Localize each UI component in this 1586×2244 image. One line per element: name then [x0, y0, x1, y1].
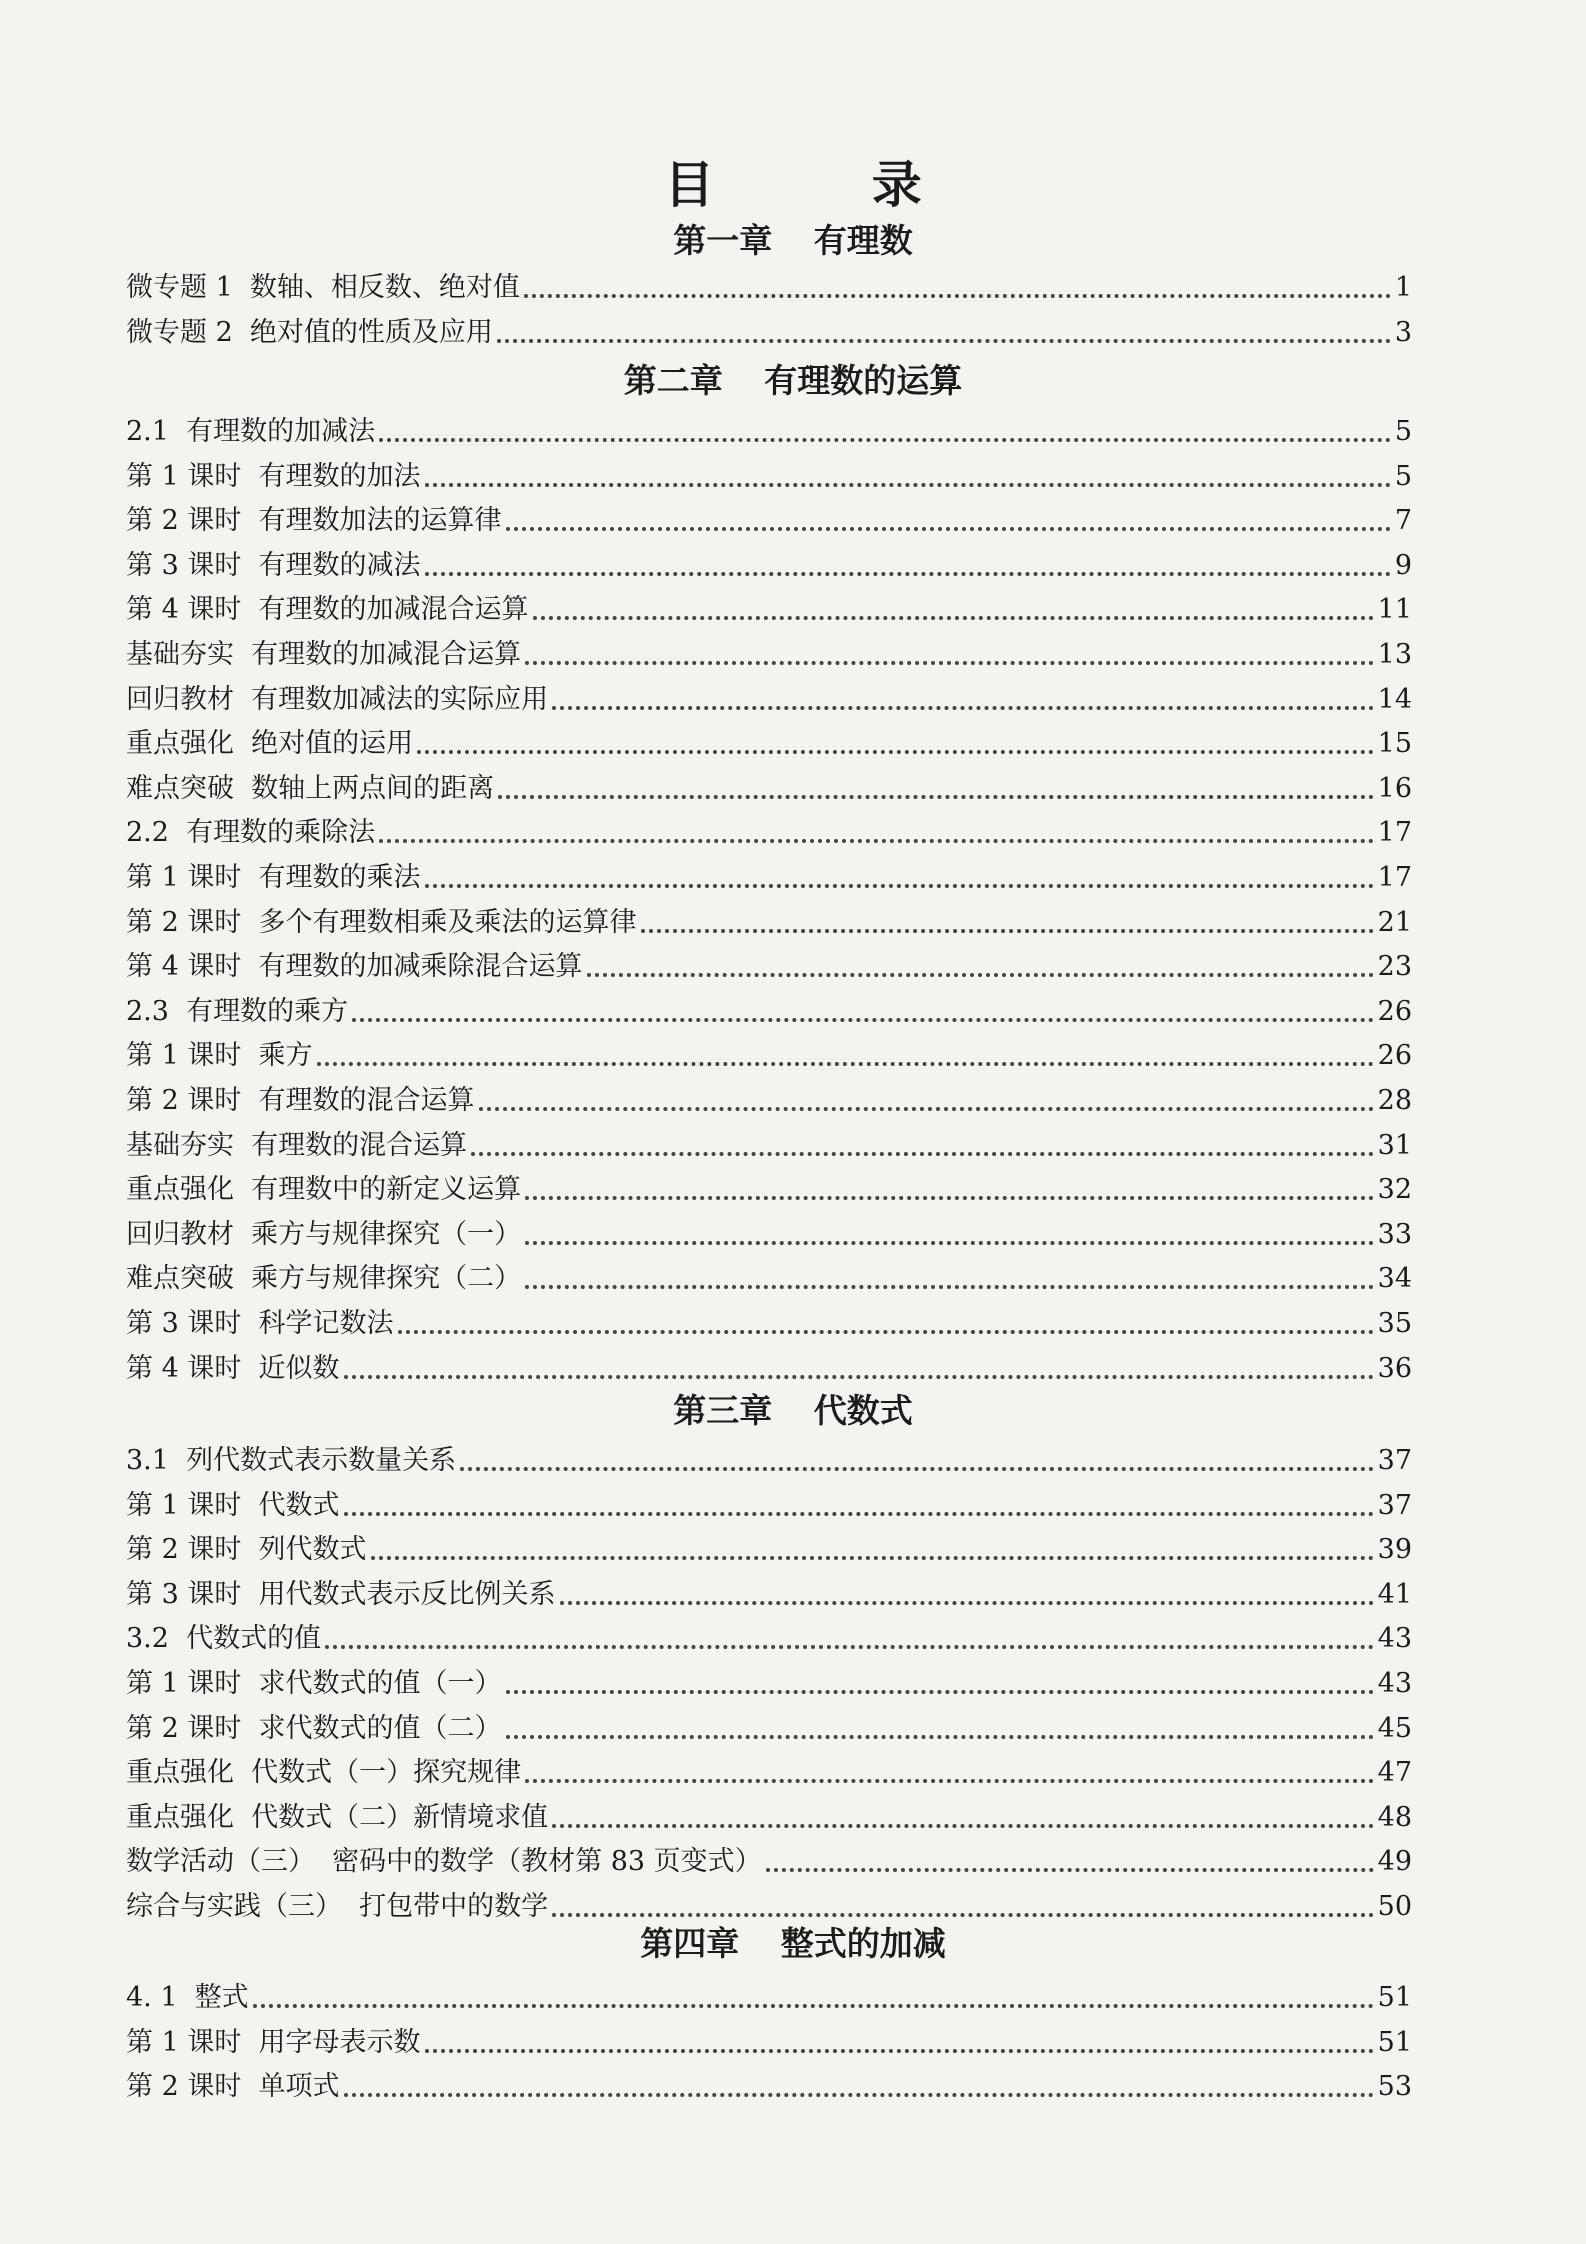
toc-entry[interactable] [126, 722, 1412, 762]
dot-leader [552, 1913, 1373, 1917]
dot-leader [417, 750, 1373, 754]
dot-leader [552, 706, 1373, 710]
toc-entry-label: 第 2 课时 求代数式的值（二） [126, 1712, 502, 1744]
dot-leader [479, 1107, 1374, 1111]
toc-entry[interactable] [126, 2021, 1412, 2061]
toc-entry[interactable] [126, 678, 1412, 718]
toc-entry-page: 15 [1377, 728, 1412, 760]
toc-entry-page: 17 [1377, 862, 1412, 893]
dot-leader [506, 1690, 1374, 1694]
dot-leader [379, 438, 1391, 442]
toc-entry-page: 41 [1377, 1578, 1412, 1610]
toc-entry-page: 13 [1377, 639, 1412, 670]
dot-leader [497, 339, 1391, 343]
dot-leader [325, 1645, 1374, 1649]
toc-entry[interactable] [126, 1347, 1412, 1387]
toc-entry-page: 43 [1377, 1668, 1412, 1699]
toc-entry-page: 34 [1377, 1263, 1412, 1295]
dot-leader [641, 929, 1374, 933]
toc-entry-page: 17 [1377, 817, 1412, 849]
toc-entry[interactable] [126, 544, 1412, 584]
toc-entry[interactable] [126, 2065, 1412, 2105]
toc-entry-page: 37 [1377, 1489, 1412, 1521]
toc-entry-page: 51 [1377, 2026, 1412, 2058]
dot-leader [766, 1868, 1374, 1872]
toc-entry-page: 45 [1377, 1712, 1412, 1744]
toc-entry-page: 35 [1377, 1308, 1412, 1339]
toc-entry[interactable] [126, 410, 1412, 450]
toc-entry-label: 第 1 课时 代数式 [126, 1489, 340, 1521]
toc-entry[interactable] [126, 1302, 1412, 1342]
toc-entry[interactable] [126, 1976, 1412, 2016]
dot-leader [425, 884, 1374, 888]
dot-leader [371, 1556, 1374, 1560]
toc-entry-page: 28 [1377, 1085, 1412, 1116]
dot-leader [525, 1285, 1373, 1289]
toc-entry-label: 难点突破 乘方与规律探究（二） [126, 1263, 522, 1295]
toc-entry-label: 4. 1 整式 [126, 1982, 249, 2013]
dot-leader [525, 1779, 1373, 1783]
dot-leader [425, 2049, 1374, 2053]
dot-leader [344, 1512, 1374, 1516]
toc-entry-page: 11 [1377, 594, 1412, 626]
toc-entry-label: 第 1 课时 用字母表示数 [126, 2026, 421, 2058]
toc-entry-page: 5 [1394, 416, 1412, 447]
toc-entry-label: 3.2 代数式的值 [126, 1623, 322, 1655]
toc-entry-label: 第 3 课时 用代数式表示反比例关系 [126, 1578, 556, 1610]
toc-entry-label: 难点突破 数轴上两点间的距离 [126, 772, 495, 804]
toc-entry-page: 26 [1377, 1040, 1412, 1072]
toc-entry-label: 重点强化 绝对值的运用 [126, 728, 414, 760]
dot-leader [533, 616, 1374, 620]
chapter-heading: 第四章 整式的加减 [640, 1924, 946, 1963]
dot-leader [379, 839, 1374, 843]
dot-leader [344, 2093, 1374, 2097]
toc-entry[interactable] [126, 901, 1412, 941]
toc-entry-label: 第 2 课时 单项式 [126, 2071, 340, 2103]
dot-leader [460, 1467, 1374, 1471]
toc-entry-page: 36 [1377, 1352, 1412, 1384]
toc-entry-label: 数学活动（三） 密码中的数学（教材第 83 页变式） [126, 1846, 762, 1878]
toc-entry[interactable] [126, 945, 1412, 985]
toc-entry[interactable] [126, 311, 1412, 351]
toc-entry[interactable] [126, 1662, 1412, 1702]
toc-entry-page: 1 [1394, 272, 1412, 303]
toc-entry[interactable] [126, 811, 1412, 851]
dot-leader [253, 2004, 1374, 2008]
toc-entry-page: 31 [1377, 1129, 1412, 1161]
toc-entry[interactable] [126, 1079, 1412, 1119]
toc-entry-label: 2.2 有理数的乘除法 [126, 817, 376, 849]
toc-entry-label: 第 1 课时 有理数的乘法 [126, 862, 421, 893]
toc-entry-label: 基础夯实 有理数的混合运算 [126, 1129, 468, 1161]
toc-entry[interactable] [126, 1796, 1412, 1836]
dot-leader [352, 1018, 1374, 1022]
toc-entry-label: 第 4 课时 近似数 [126, 1352, 340, 1384]
page-title: 目 录 [664, 156, 992, 214]
toc-entry-label: 基础夯实 有理数的加减混合运算 [126, 639, 522, 670]
toc-entry-label: 第 2 课时 列代数式 [126, 1534, 367, 1566]
toc-entry-label: 第 1 课时 求代数式的值（一） [126, 1668, 502, 1699]
toc-entry-label: 2.1 有理数的加减法 [126, 416, 376, 447]
toc-entry-label: 重点强化 代数式（一）探究规律 [126, 1757, 522, 1789]
toc-entry-label: 第 2 课时 有理数的混合运算 [126, 1085, 475, 1116]
dot-leader [524, 294, 1391, 298]
toc-entry[interactable] [126, 1213, 1412, 1253]
toc-entry-label: 回归教材 乘方与规律探究（一） [126, 1218, 522, 1250]
dot-leader [525, 661, 1373, 665]
toc-entry-page: 26 [1377, 995, 1412, 1027]
toc-entry-page: 21 [1377, 906, 1412, 938]
toc-entry-page: 5 [1394, 460, 1412, 492]
chapter-heading: 第三章 代数式 [673, 1391, 913, 1430]
toc-entry[interactable] [126, 990, 1412, 1030]
dot-leader [552, 1824, 1373, 1828]
toc-entry[interactable] [126, 1168, 1412, 1208]
toc-entry-label: 微专题 2 绝对值的性质及应用 [126, 316, 493, 348]
toc-entry-page: 43 [1377, 1623, 1412, 1655]
dot-leader [398, 1330, 1374, 1334]
dot-leader [525, 1241, 1373, 1245]
dot-leader [471, 1152, 1373, 1156]
toc-entry-label: 第 4 课时 有理数的加减乘除混合运算 [126, 951, 583, 983]
toc-entry-page: 47 [1377, 1757, 1412, 1789]
toc-entry[interactable] [126, 1439, 1412, 1479]
dot-leader [587, 973, 1374, 977]
toc-entry[interactable] [126, 1707, 1412, 1747]
toc-entry[interactable] [126, 499, 1412, 539]
toc-entry[interactable] [126, 1528, 1412, 1568]
toc-entry[interactable] [126, 1034, 1412, 1074]
toc-entry[interactable] [126, 767, 1412, 807]
toc-entry-label: 第 2 课时 多个有理数相乘及乘法的运算律 [126, 906, 637, 938]
toc-entry-page: 50 [1377, 1891, 1412, 1922]
toc-entry-page: 16 [1377, 772, 1412, 804]
dot-leader [317, 1062, 1374, 1066]
dot-leader [506, 527, 1391, 531]
toc-entry-label: 第 3 课时 科学记数法 [126, 1308, 394, 1339]
toc-entry-page: 39 [1377, 1534, 1412, 1566]
dot-leader [560, 1601, 1374, 1605]
toc-entry-page: 49 [1377, 1846, 1412, 1878]
toc-entry-label: 第 4 课时 有理数的加减混合运算 [126, 594, 529, 626]
toc-entry-label: 第 1 课时 有理数的加法 [126, 460, 421, 492]
toc-entry-label: 重点强化 有理数中的新定义运算 [126, 1174, 522, 1206]
toc-entry-page: 37 [1377, 1445, 1412, 1476]
toc-entry[interactable] [126, 1617, 1412, 1657]
toc-entry[interactable] [126, 1124, 1412, 1164]
toc-entry-label: 回归教材 有理数加减法的实际应用 [126, 683, 549, 715]
toc-entry-page: 51 [1377, 1982, 1412, 2013]
toc-entry-page: 3 [1394, 316, 1412, 348]
toc-entry-label: 微专题 1 数轴、相反数、绝对值 [126, 272, 520, 303]
toc-entry-page: 14 [1377, 683, 1412, 715]
toc-entry-label: 综合与实践（三） 打包带中的数学 [126, 1891, 549, 1922]
toc-entry-label: 第 1 课时 乘方 [126, 1040, 313, 1072]
toc-entry-page: 23 [1377, 951, 1412, 983]
toc-entry[interactable] [126, 633, 1412, 673]
toc-entry[interactable] [126, 856, 1412, 896]
toc-entry[interactable] [126, 455, 1412, 495]
toc-entry-label: 重点强化 代数式（二）新情境求值 [126, 1801, 549, 1833]
toc-entry-page: 9 [1394, 549, 1412, 581]
toc-entry-page: 33 [1377, 1218, 1412, 1250]
toc-entry-label: 3.1 列代数式表示数量关系 [126, 1445, 457, 1476]
chapter-heading: 第二章 有理数的运算 [623, 361, 963, 400]
toc-entry-page: 53 [1377, 2071, 1412, 2103]
toc-entry-page: 48 [1377, 1801, 1412, 1833]
toc-entry[interactable] [126, 1840, 1412, 1880]
dot-leader [425, 483, 1391, 487]
chapter-heading: 第一章 有理数 [673, 221, 913, 260]
toc-entry[interactable] [126, 1257, 1412, 1297]
toc-entry[interactable] [126, 266, 1412, 306]
toc-entry-label: 第 3 课时 有理数的减法 [126, 549, 421, 581]
toc-entry-page: 32 [1377, 1174, 1412, 1206]
dot-leader [506, 1735, 1374, 1739]
toc-entry[interactable] [126, 1484, 1412, 1524]
dot-leader [344, 1375, 1374, 1379]
toc-entry-page: 7 [1394, 505, 1412, 537]
toc-entry[interactable] [126, 588, 1412, 628]
dot-leader [498, 795, 1373, 799]
toc-entry-label: 2.3 有理数的乘方 [126, 995, 349, 1027]
dot-leader [525, 1196, 1373, 1200]
toc-entry-label: 第 2 课时 有理数加法的运算律 [126, 505, 502, 537]
toc-entry[interactable] [126, 1573, 1412, 1613]
toc-entry[interactable] [126, 1751, 1412, 1791]
dot-leader [425, 572, 1391, 576]
